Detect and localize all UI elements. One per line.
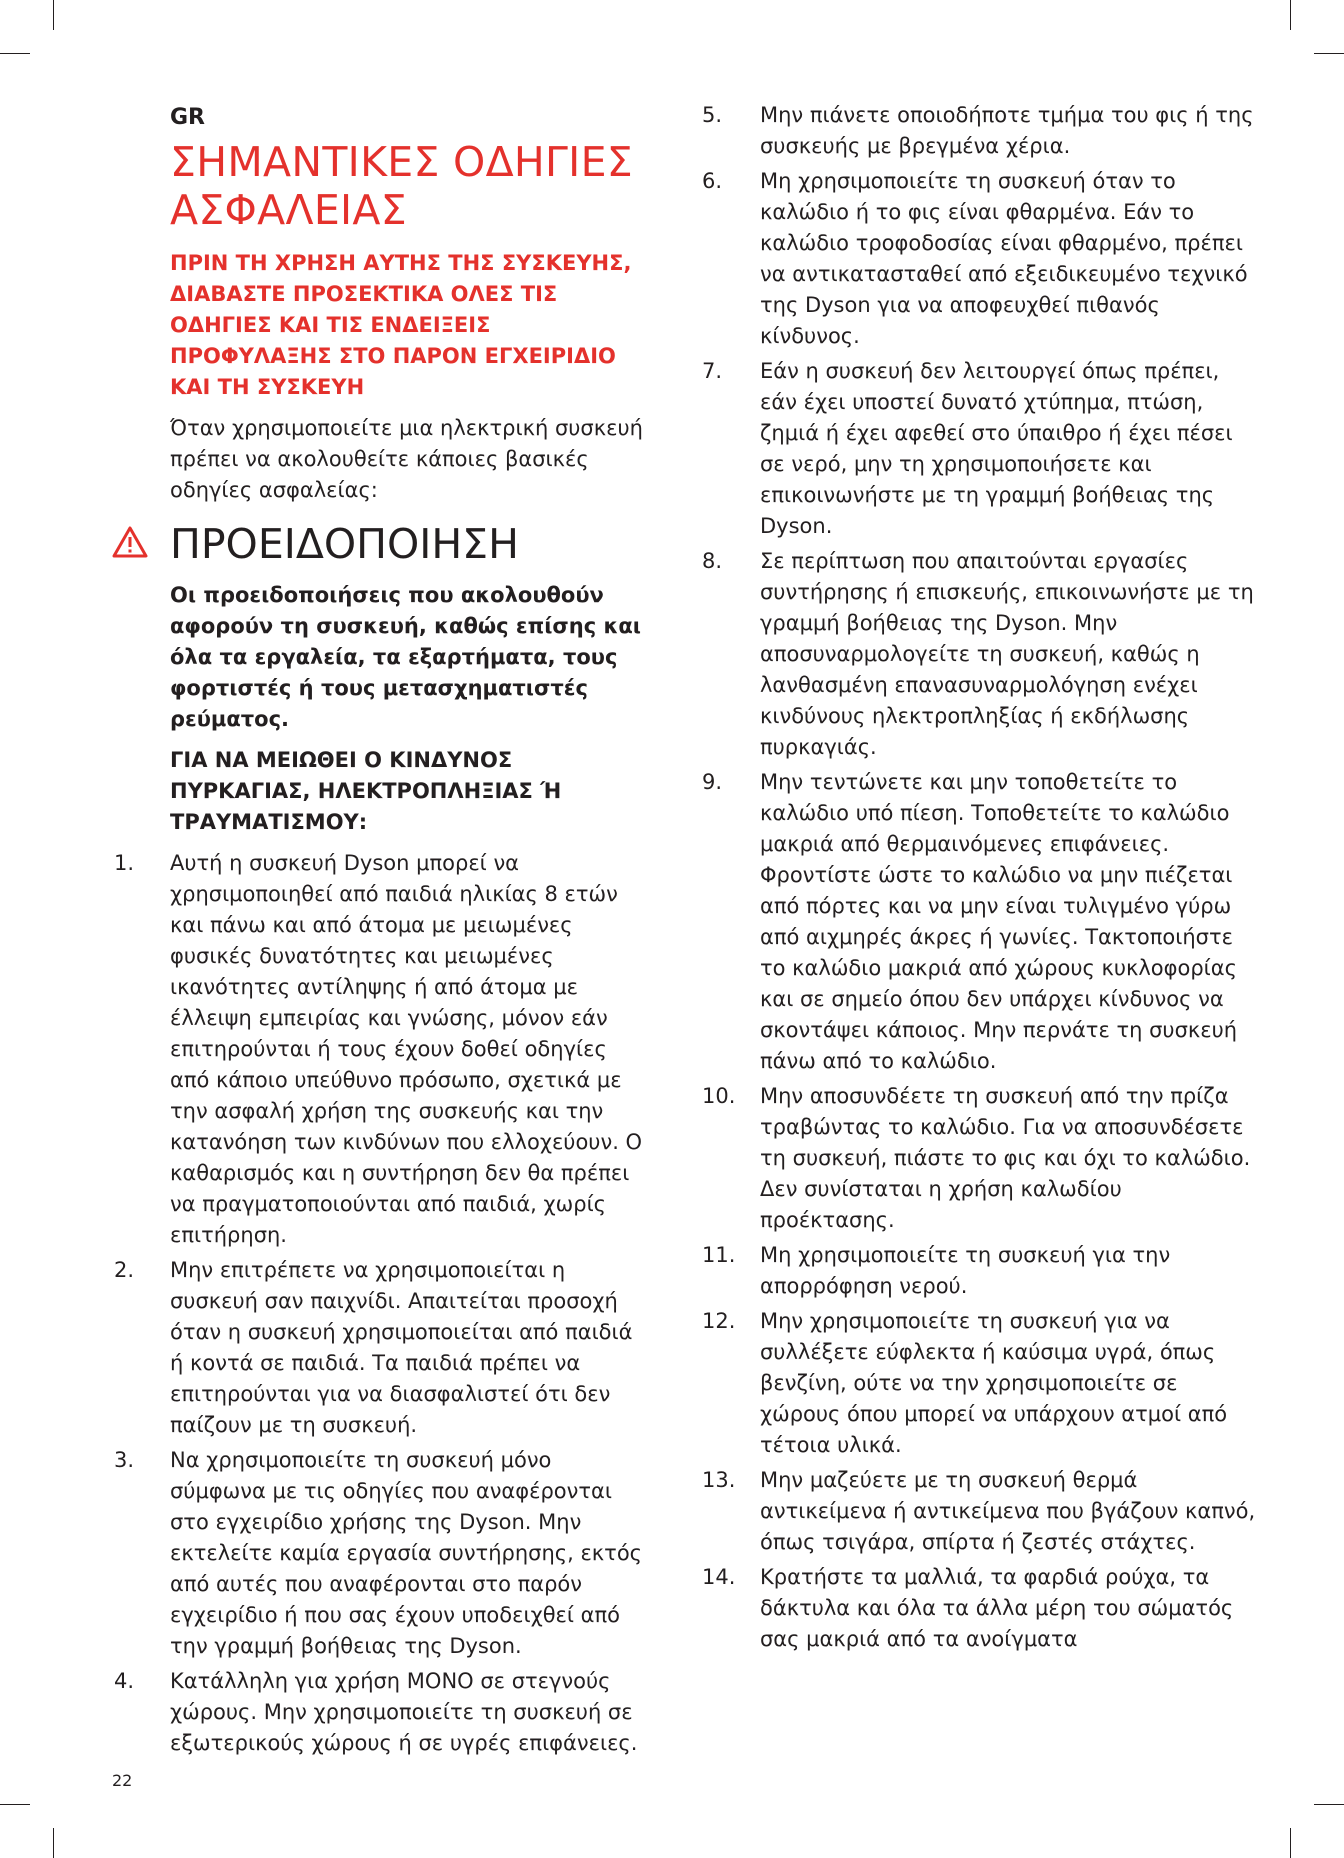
list-item bbox=[690, 166, 1260, 352]
crop-mark bbox=[1314, 53, 1344, 54]
list-item-number: 6. bbox=[702, 169, 723, 193]
list-item-number: 2. bbox=[114, 1258, 135, 1282]
list-item-text: Κρατήστε τα μαλλιά, τα φαρδιά ρούχα, τα δάκτυλα και όλα τα άλλα μέρη του σώματός σας μακριά από τα ανοίγματα bbox=[760, 1565, 1234, 1651]
list-item-number: 8. bbox=[702, 549, 723, 573]
warning-title: ΠΡΟΕΙΔΟΠΟΙΗΣΗ bbox=[170, 520, 519, 568]
list-item bbox=[690, 1081, 1260, 1236]
list-item bbox=[690, 1306, 1260, 1461]
list-item-text: Μην τεντώνετε και μην τοποθετείτε το καλώδιο υπό πίεση. Τοποθετείτε το καλώδιο μακριά από θερμαινόμενες επιφάνειες. Φροντίστε ώστε το καλώδιο να μην πιέζεται από πόρτες και να μην είναι τυλιγμένο γύρω από αιχμηρές άκρες ή γωνίες. Τακτοποιήστε το καλώδιο μακριά από χώρους κυκλοφορίας και σε σημείο όπου δεν υπάρχει κίνδυνος να σκοντάψει κάποιος. Μην περνάτε τη συσκευή πάνω από το καλώδιο. bbox=[760, 770, 1238, 1073]
list-item bbox=[690, 546, 1260, 763]
reduce-risk-heading: ΓΙΑ ΝΑ ΜΕΙΩΘΕΙ Ο ΚΙΝΔΥΝΟΣ ΠΥΡΚΑΓΙΑΣ, ΗΛΕΚΤΡΟΠΛΗΞΙΑΣ Ή ΤΡΑΥΜΑΤΙΣΜΟΥ: bbox=[170, 748, 562, 834]
list-item-number: 12. bbox=[702, 1309, 736, 1333]
crop-mark bbox=[1314, 1804, 1344, 1805]
list-item-number: 4. bbox=[114, 1669, 135, 1693]
right-column bbox=[690, 100, 1260, 1655]
crop-mark bbox=[1290, 0, 1291, 30]
list-item-text: Κατάλληλη για χρήση ΜΟΝΟ σε στεγνούς χώρους. Μην χρησιμοποιείτε τη συσκευή σε εξωτερικούς χώρους ή σε υγρές επιφάνειες. bbox=[170, 1669, 638, 1755]
list-item-text: Εάν η συσκευή δεν λειτουργεί όπως πρέπει, εάν έχει υποστεί δυνατό χτύπημα, πτώση, ζημιά ή έχει αφεθεί στο ύπαιθρο ή έχει πέσει σε νερό, μην τη χρησιμοποιήσετε και επικοινωνήστε με τη γραμμή βοήθειας της Dyson. bbox=[760, 359, 1233, 538]
page-number: 22 bbox=[112, 1771, 133, 1790]
list-item bbox=[690, 1240, 1260, 1302]
caution-notice: ΠΡΙΝ ΤΗ ΧΡΗΣΗ ΑΥΤΗΣ ΤΗΣ ΣΥΣΚΕΥΗΣ, ΔΙΑΒΑΣΤΕ ΠΡΟΣΕΚΤΙΚΑ ΟΛΕΣ ΤΙΣ ΟΔΗΓΙΕΣ ΚΑΙ ΤΙΣ ΕΝΔΕΙΞΕΙΣ ΠΡΟΦΥΛΑΞΗΣ ΣΤΟ ΠΑΡΟΝ ΕΓΧΕΙΡΙΔΙΟ ΚΑΙ ΤΗ ΣΥΣΚΕΥΗ bbox=[170, 251, 632, 399]
list-item bbox=[100, 1255, 652, 1441]
list-item-number: 7. bbox=[702, 359, 723, 383]
intro-text: Όταν χρησιμοποιείτε μια ηλεκτρική συσκευή πρέπει να ακολουθείτε κάποιες βασικές οδηγίες ασφαλείας: bbox=[170, 416, 643, 502]
crop-mark bbox=[53, 1828, 54, 1858]
crop-mark bbox=[1290, 1828, 1291, 1858]
list-item bbox=[690, 767, 1260, 1077]
warning-heading bbox=[100, 520, 652, 568]
list-item bbox=[690, 100, 1260, 162]
list-item-text: Αυτή η συσκευή Dyson μπορεί να χρησιμοποιηθεί από παιδιά ηλικίας 8 ετών και πάνω και από άτομα με μειωμένες φυσικές δυνατότητες και μειωμένες ικανότητες αντίληψης ή από άτομα με έλλειψη εμπειρίας και γνώσης, μόνον εάν επιτηρούνται ή τους έχουν δοθεί οδηγίες από κάποιο υπεύθυνο πρόσωπο, σχετικά με την ασφαλή χρήση της συσκευής και την κατανόηση των κινδύνων που ελλοχεύουν. Ο καθαρισμός και η συντήρηση δεν θα πρέπει να πραγματοποιούνται από παιδιά, χωρίς επιτήρηση. bbox=[170, 851, 643, 1247]
list-item-text: Μην μαζεύετε με τη συσκευή θερμά αντικείμενα ή αντικείμενα που βγάζουν καπνό, όπως τσιγάρα, σπίρτα ή ζεστές στάχτες. bbox=[760, 1468, 1256, 1554]
list-item bbox=[100, 848, 652, 1251]
list-item bbox=[690, 1562, 1260, 1655]
crop-mark bbox=[53, 0, 54, 30]
list-item bbox=[690, 356, 1260, 542]
list-item-number: 10. bbox=[702, 1084, 736, 1108]
list-item-number: 3. bbox=[114, 1448, 135, 1472]
warning-description: Οι προειδοποιήσεις που ακολουθούν αφορούν τη συσκευή, καθώς επίσης και όλα τα εργαλεία, τα εξαρτήματα, τους φορτιστές ή τους μετασχηματιστές ρεύματος. bbox=[170, 583, 641, 731]
list-item-text: Μην επιτρέπετε να χρησιμοποιείται η συσκευή σαν παιχνίδι. Απαιτείται προσοχή όταν η συσκευή χρησιμοποιείται από παιδιά ή κοντά σε παιδιά. Τα παιδιά πρέπει να επιτηρούνται για να διασφαλιστεί ότι δεν παίζουν με τη συσκευή. bbox=[170, 1258, 633, 1437]
list-item-text: Μην αποσυνδέετε τη συσκευή από την πρίζα τραβώντας το καλώδιο. Για να αποσυνδέσετε τη συσκευή, πιάστε το φις και όχι το καλώδιο. Δεν συνίσταται η χρήση καλωδίου προέκτασης. bbox=[760, 1084, 1251, 1232]
list-item-number: 1. bbox=[114, 851, 135, 875]
list-item-text: Σε περίπτωση που απαιτούνται εργασίες συντήρησης ή επισκευής, επικοινωνήστε με τη γραμμή βοήθειας της Dyson. Μην αποσυναρμολογείτε τη συσκευή, καθώς η λανθασμένη επανασυναρμολόγηση ενέχει κινδύνους ηλεκτροπληξίας ή εκδήλωσης πυρκαγιάς. bbox=[760, 549, 1254, 759]
list-item-number: 11. bbox=[702, 1243, 736, 1267]
list-item-number: 13. bbox=[702, 1468, 736, 1492]
list-item-text: Μη χρησιμοποιείτε τη συσκευή όταν το καλώδιο ή το φις είναι φθαρμένα. Εάν το καλώδιο τροφοδοσίας είναι φθαρμένο, πρέπει να αντικατασταθεί από εξειδικευμένο τεχνικό της Dyson για να αποφευχθεί πιθανός κίνδυνος. bbox=[760, 169, 1248, 348]
list-item bbox=[100, 1445, 652, 1662]
crop-mark bbox=[0, 1804, 30, 1805]
list-item bbox=[690, 1465, 1260, 1558]
crop-mark bbox=[0, 53, 30, 54]
warning-triangle-icon bbox=[112, 526, 148, 558]
page-title: ΣΗΜΑΝΤΙΚΕΣ ΟΔΗΓΙΕΣ ΑΣΦΑΛΕΙΑΣ bbox=[170, 138, 633, 234]
list-item-text: Μη χρησιμοποιείτε τη συσκευή για την απορρόφηση νερού. bbox=[760, 1243, 1171, 1298]
list-item bbox=[100, 1666, 652, 1759]
list-item-text: Μην πιάνετε οποιοδήποτε τμήμα του φις ή της συσκευής με βρεγμένα χέρια. bbox=[760, 103, 1254, 158]
left-column bbox=[100, 100, 652, 1759]
list-item-text: Μην χρησιμοποιείτε τη συσκευή για να συλλέξετε εύφλεκτα ή καύσιμα υγρά, όπως βενζίνη, ούτε να την χρησιμοποιείτε σε χώρους όπου μπορεί να υπάρχουν ατμοί από τέτοια υλικά. bbox=[760, 1309, 1228, 1457]
list-item-number: 9. bbox=[702, 770, 723, 794]
list-item-number: 5. bbox=[702, 103, 723, 127]
language-code: GR bbox=[170, 105, 205, 130]
list-item-text: Να χρησιμοποιείτε τη συσκευή μόνο σύμφωνα με τις οδηγίες που αναφέρονται στο εγχειρίδιο χρήσης της Dyson. Μην εκτελείτε καμία εργασία συντήρησης, εκτός από αυτές που αναφέρονται στο παρόν εγχειρίδιο ή που σας έχουν υποδειχθεί από την γραμμή βοήθειας της Dyson. bbox=[170, 1448, 642, 1658]
list-item-number: 14. bbox=[702, 1565, 736, 1589]
